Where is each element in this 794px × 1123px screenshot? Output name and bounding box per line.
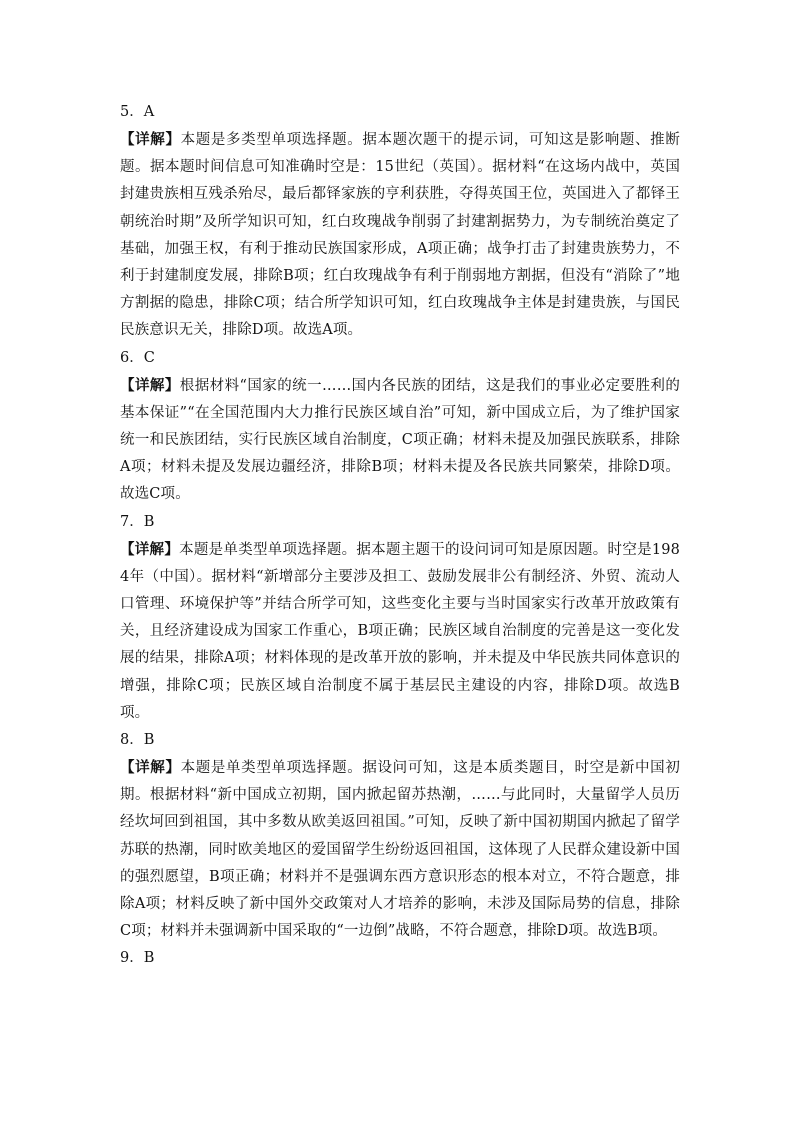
answer-8-explanation bbox=[120, 754, 680, 945]
answer-5-text: 本题是多类型单项选择题。据本题次题干的提示词，可知这是影响题、推断题。据本题时间信息可知准确时空是：15世纪（英国）。据材料“在这场内战中，英国封建贵族相互残杀殆尽，最后都铎家族的亨利获胜，夺得英国王位，英国进入了都铎王朝统治时期”及所学知识可知，红白玫瑰战争削弱了封建割据势力，为专制统治奠定了基础，加强王权，有利于推动民族国家形成，A项正确；战争打击了封建贵族势力，不利于封建制度发展，排除B项；红白玫瑰战争有利于削弱地方割据，但没有“消除了”地方割据的隐患，排除C项；结合所学知识可知，红白玫瑰战争主体是封建贵族，与国民民族意识无关，排除D项。故选A项。 bbox=[120, 132, 680, 339]
answer-8-text: 本题是单类型单项选择题。据设问可知，这是本质类题目，时空是新中国初期。根据材料“新中国成立初期，国内掀起留苏热潮，……与此同时，大量留学人员历经坎坷回到祖国，其中多数从欧美返回祖国。”可知，反映了新中国初期国内掀起了留学苏联的热潮，同时欧美地区的爱国留学生纷纷返回祖国，这体现了人民群众建设新中国的强烈愿望，B项正确；材料并不是强调东西方意识形态的根本对立，不符合题意，排除A项；材料反映了新中国外交政策对人才培养的影响，未涉及国际局势的信息，排除C项；材料并未强调新中国采取的“一边倒”战略，不符合题意，排除D项。故选B项。 bbox=[120, 760, 680, 940]
answer-8-number: 8．B bbox=[120, 732, 155, 749]
answer-6-number: 6．C bbox=[120, 349, 155, 366]
answer-7-explanation bbox=[120, 536, 680, 727]
answer-6-explanation bbox=[120, 372, 680, 509]
answer-8-tag: 【详解】 bbox=[120, 759, 181, 777]
answer-7-text: 本题是单类型单项选择题。据本题主题干的设问词可知是原因题。时空是1984年（中国）。据材料“新增部分主要涉及担工、鼓励发展非公有制经济、外贸、流动人口管理、环境保护等”并结合所学可知，这些变化主要与当时国家实行改革开放政策有关，且经济建设成为国家工作重心，B项正确；民族区域自治制度的完善是这一变化发展的结果，排除A项；材料体现的是改革开放的影响，并未提及中华民族共同体意识的增强，排除C项；民族区域自治制度不属于基层民主建设的内容，排除D项。故选B项。 bbox=[120, 541, 680, 721]
answer-explanations bbox=[120, 99, 680, 972]
answer-7-tag: 【详解】 bbox=[120, 540, 180, 558]
answer-5-explanation bbox=[120, 126, 680, 345]
answer-5-number: 5．A bbox=[120, 104, 155, 120]
answer-5-tag: 【详解】 bbox=[120, 131, 181, 148]
answer-7-number: 7．B bbox=[120, 513, 155, 530]
answer-9-number: 9．B bbox=[120, 950, 155, 967]
answer-6-tag: 【详解】 bbox=[120, 376, 180, 394]
answer-6-text: 根据材料“国家的统一……国内各民族的团结，这是我们的事业必定要胜利的基本保证”“在全国范围内大力推行民族区域自治”可知，新中国成立后，为了维护国家统一和民族团结，实行民族区域自治制度，C项正确；材料未提及加强民族联系，排除A项；材料未提及发展边疆经济，排除B项；材料未提及各民族共同繁荣，排除D项。故选C项。 bbox=[120, 377, 680, 503]
